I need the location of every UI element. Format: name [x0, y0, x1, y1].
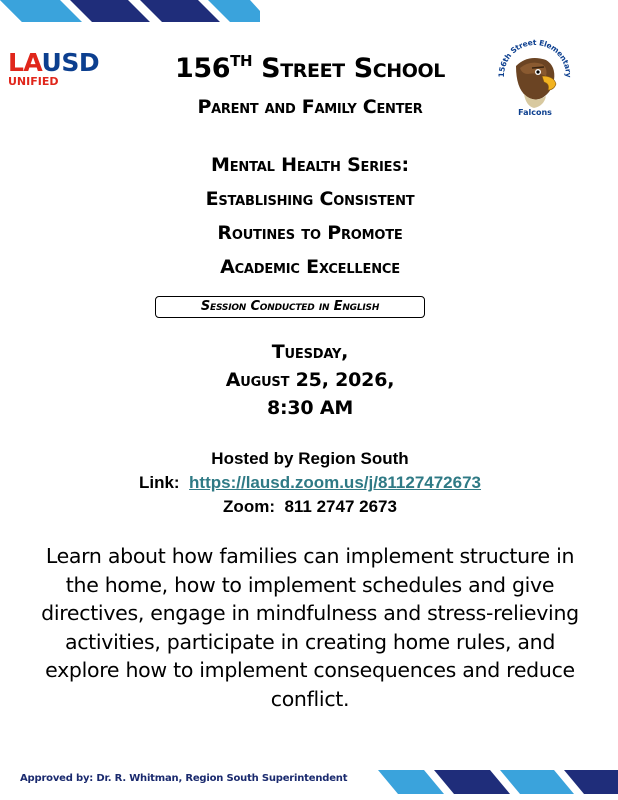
event-day: Tuesday,: [271, 341, 349, 363]
approved-by-footer: Approved by: Dr. R. Whitman, Region South Superintendent: [20, 773, 348, 784]
zoom-row: [60, 495, 560, 519]
series-title-line-3: Routines to Promote: [217, 222, 403, 244]
bottom-stripes-decoration: [378, 770, 618, 794]
school-title-number: 156: [174, 53, 231, 84]
hosting-info: [60, 447, 560, 519]
event-time: 8:30 AM: [266, 397, 354, 419]
series-title: [80, 148, 540, 284]
parent-family-center-title: Parent and Family Center: [197, 96, 423, 118]
school-title: [110, 52, 510, 86]
session-language-badge: Session Conducted in English: [155, 296, 425, 318]
event-description: Learn about how families can implement structure in the home, how to implement schedules and give directives, engage in mindfulness and stress-relieving activities, participate in creating home rules, and explore how to implement consequences and reduce conflict.: [41, 544, 579, 711]
lausd-logo-subtitle: UNIFIED: [8, 75, 59, 88]
link-label: Link:: [138, 473, 180, 492]
lausd-logo-usd: USD: [41, 48, 100, 77]
series-title-line-4: Academic Excellence: [220, 256, 400, 278]
event-date: August 25, 2026,: [225, 369, 395, 391]
series-title-line-1: Mental Health Series:: [211, 154, 409, 176]
series-title-line-2: Establishing Consistent: [205, 188, 415, 210]
falcon-logo-label: Falcons: [518, 108, 552, 116]
zoom-link[interactable]: https://lausd.zoom.us/j/81127472673: [189, 473, 482, 492]
zoom-id: 811 2747 2673: [284, 497, 397, 516]
event-date-time: [140, 338, 480, 422]
link-row: [60, 471, 560, 495]
school-title-name: Street School: [252, 53, 446, 84]
falcon-logo-arc-text: 156th Street Elementary: [496, 37, 574, 78]
zoom-label: Zoom:: [223, 497, 275, 516]
hosted-by: Hosted by Region South: [211, 449, 409, 468]
school-title-ordinal: TH: [230, 52, 253, 70]
top-stripes-decoration: [0, 0, 260, 22]
lausd-logo-la: LA: [8, 48, 42, 77]
